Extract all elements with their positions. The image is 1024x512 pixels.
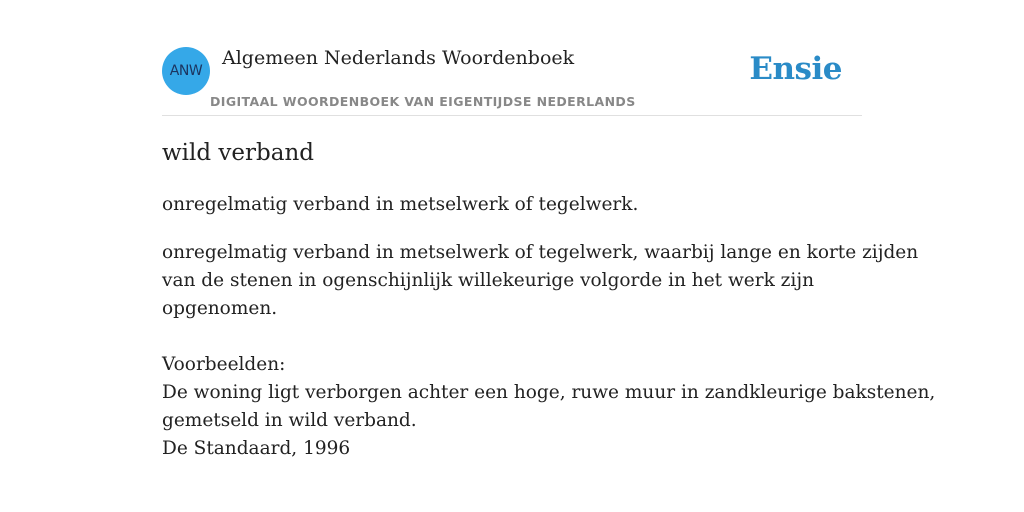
definition-line: onregelmatig verband in metselwerk of tegelwerk, waarbij lange en korte zijden — [162, 242, 919, 263]
entry-term: wild verband — [162, 140, 315, 166]
ensie-brand-link[interactable]: Ensie — [749, 51, 842, 87]
short-definition: onregelmatig verband in metselwerk of tegelwerk. — [162, 194, 639, 215]
definition-body — [162, 239, 936, 463]
site-header — [162, 0, 862, 116]
example-source: De Standaard, 1996 — [162, 438, 351, 459]
anw-logo-icon[interactable] — [162, 47, 210, 95]
dictionary-subtitle: DIGITAAL WOORDENBOEK VAN EIGENTIJDSE NEDERLANDS — [210, 94, 636, 109]
examples-label: Voorbeelden: — [162, 354, 286, 375]
example-line: De woning ligt verborgen achter een hoge, ruwe muur in zandkleurige bakstenen, — [162, 382, 936, 403]
spacer — [162, 323, 862, 351]
logo-text: ANW — [169, 63, 203, 79]
dictionary-title: Algemeen Nederlands Woordenboek — [222, 47, 575, 69]
page — [162, 0, 936, 512]
definition-line: opgenomen. — [162, 298, 278, 319]
definition-line: van de stenen in ogenschijnlijk willekeurige volgorde in het werk zijn — [162, 270, 814, 291]
example-line: gemetseld in wild verband. — [162, 410, 417, 431]
